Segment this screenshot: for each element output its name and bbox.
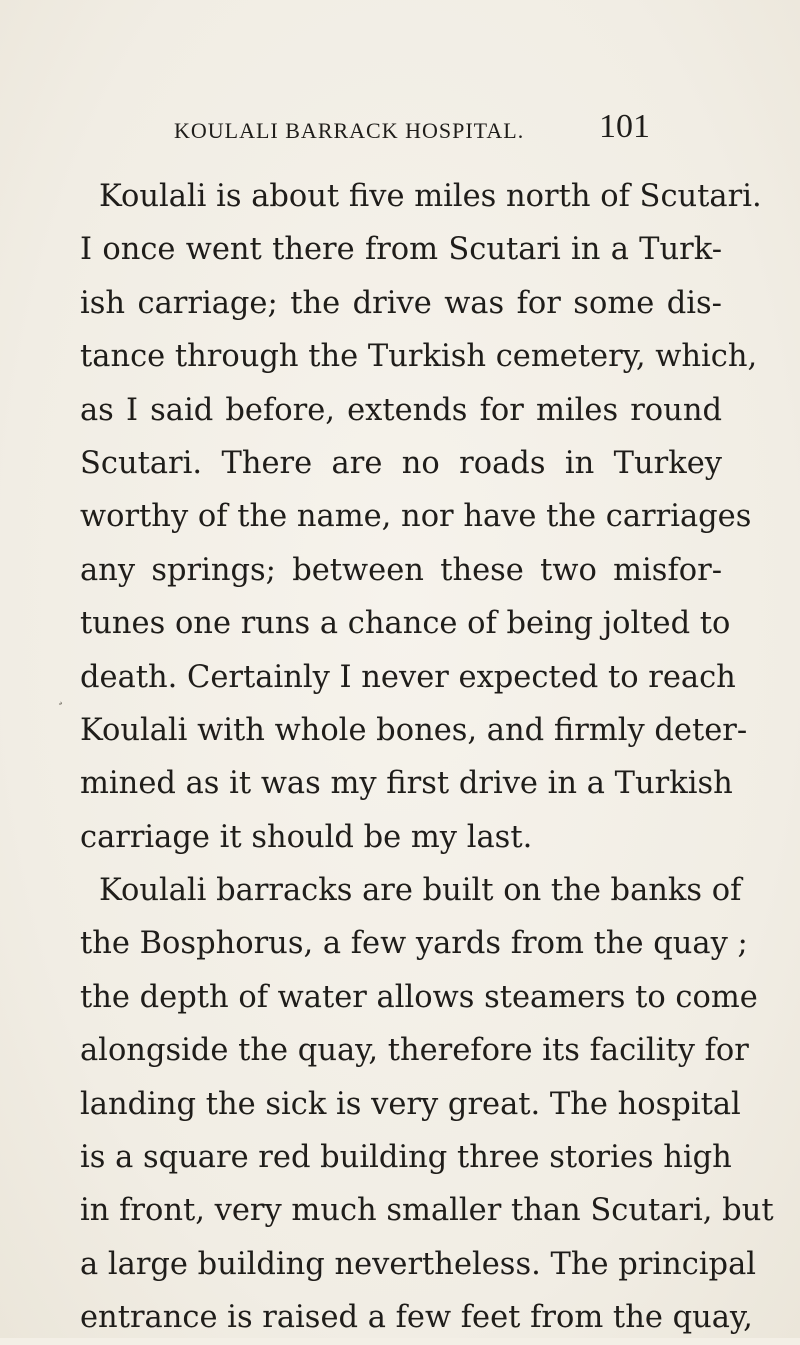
text-line: carriage it should be my last. xyxy=(80,819,533,855)
text-line: entrance is raised a few feet from the quay, xyxy=(80,1300,753,1336)
text-line: mined as it was my first drive in a Turkish xyxy=(80,766,733,802)
text-line: alongside the quay, therefore its facility for xyxy=(80,1033,749,1069)
text-line: tunes one runs a chance of being jolted to xyxy=(80,606,731,642)
text-line: a large building nevertheless. The principal xyxy=(80,1246,757,1282)
text-line: Koulali is about five miles north of Scutari. xyxy=(99,179,762,214)
text-line: ish carriage; the drive was for some dis- xyxy=(80,285,722,321)
text-line: Scutari. There are no roads in Turkey xyxy=(80,445,722,481)
text-line: worthy of the name, nor have the carriages xyxy=(80,499,752,535)
page-number: 101 xyxy=(599,108,650,145)
text-line: death. Certainly I never expected to reach xyxy=(80,659,736,695)
running-title: KOULALI BARRACK HOSPITAL. xyxy=(174,118,525,143)
text-line: I once went there from Scutari in a Turk- xyxy=(80,232,722,268)
body-text xyxy=(80,170,774,1345)
text-line: in front, very much smaller than Scutari, but xyxy=(80,1193,774,1229)
text-line: any springs; between these two misfor- xyxy=(80,552,722,588)
text-line: Koulali with whole bones, and firmly deter- xyxy=(80,712,748,748)
text-line: tance through the Turkish cemetery, which, xyxy=(80,339,758,375)
running-head xyxy=(150,108,650,148)
text-line: landing the sick is very great. The hospital xyxy=(80,1086,741,1122)
text-line: is a square red building three stories high xyxy=(80,1140,732,1176)
text-line: the depth of water allows steamers to come xyxy=(80,979,758,1015)
text-line: Koulali barracks are built on the banks of xyxy=(99,873,742,909)
margin-mark: ¸ xyxy=(57,690,64,706)
text-line: as I said before, extends for miles round xyxy=(80,392,722,428)
text-line: the Bosphorus, a few yards from the quay ; xyxy=(80,926,748,962)
